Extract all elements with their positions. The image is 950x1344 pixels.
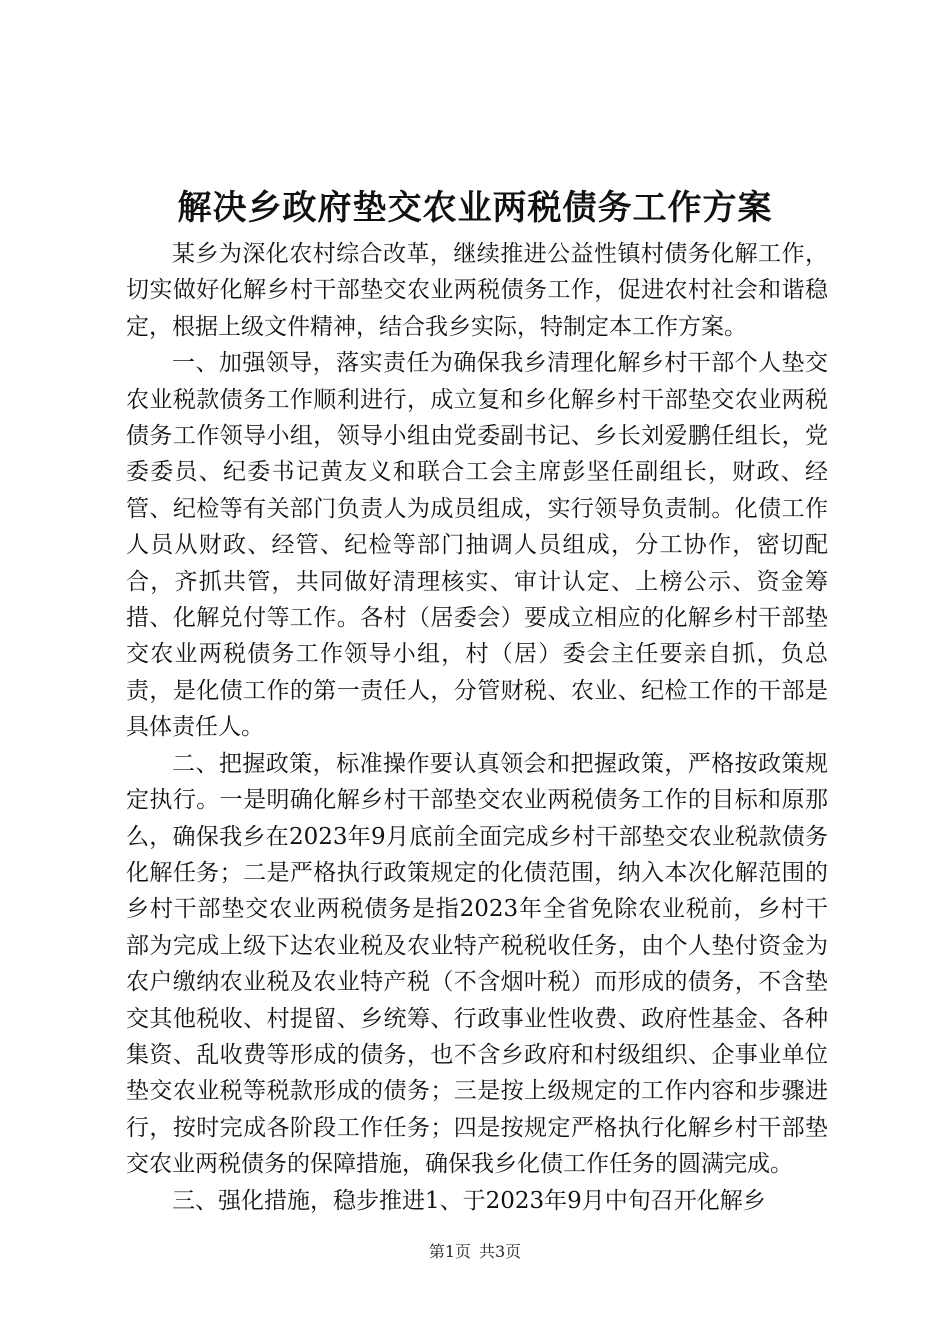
- document-title: 解决乡政府垫交农业两税债务工作方案: [177, 188, 773, 228]
- paragraph-section-2: 二、把握政策，标准操作要认真领会和把握政策，严格按政策规定执行。一是明确化解乡村干部垫交农业两税债务工作的目标和原那么，确保我乡在2023年9月底前全面完成乡村干部垫交农业税款债务化解任务；二是严格执行政策规定的化债范围，纳入本次化解范围的乡村干部垫交农业两税债务是指2023年全省免除农业税前，乡村干部为完成上级下达农业税及农业特产税税收任务，由个人垫付资金为农户缴纳农业税及农业特产税（不含烟叶税）而形成的债务，不含垫交其他税收、村提留、乡统筹、行政事业性收费、政府性基金、各种集资、乱收费等形成的债务，也不含乡政府和村级组织、企事业单位垫交农业税等税款形成的债务；三是按上级规定的工作内容和步骤进行，按时完成各阶段工作任务；四是按规定严格执行化解乡村干部垫交农业两税债务的保障措施，确保我乡化债工作任务的圆满完成。: [126, 750, 828, 1178]
- paragraph-section-1: 一、加强领导，落实责任为确保我乡清理化解乡村干部个人垫交农业税款债务工作顺利进行，成立复和乡化解乡村干部垫交农业两税债务工作领导小组，领导小组由党委副书记、乡长刘爱鹏任组长，党委委员、纪委书记黄友义和联合工会主席彭坚任副组长，财政、经管、纪检等有关部门负责人为成员组成，实行领导负责制。化债工作人员从财政、经管、纪检等部门抽调人员组成，分工协作，密切配合，齐抓共管，共同做好清理核实、审计认定、上榜公示、资金筹措、化解兑付等工作。各村（居委会）要成立相应的化解乡村干部垫交农业两税债务工作领导小组，村（居）委会主任要亲自抓，负总责，是化债工作的第一责任人，分管财税、农业、纪检工作的干部是具体责任人。: [126, 350, 828, 741]
- document-body: [126, 236, 828, 1219]
- page-total: 共3页: [479, 1242, 522, 1261]
- paragraph-section-3: 三、强化措施，稳步推进1、于2023年9月中旬召开化解乡: [172, 1187, 766, 1214]
- page-number: 第1页: [428, 1242, 471, 1261]
- paragraph-intro: 某乡为深化农村综合改革，继续推进公益性镇村债务化解工作，切实做好化解乡村干部垫交农业两税债务工作，促进农村社会和谐稳定，根据上级文件精神，结合我乡实际，特制定本工作方案。: [126, 241, 828, 340]
- page-footer: [0, 1240, 950, 1264]
